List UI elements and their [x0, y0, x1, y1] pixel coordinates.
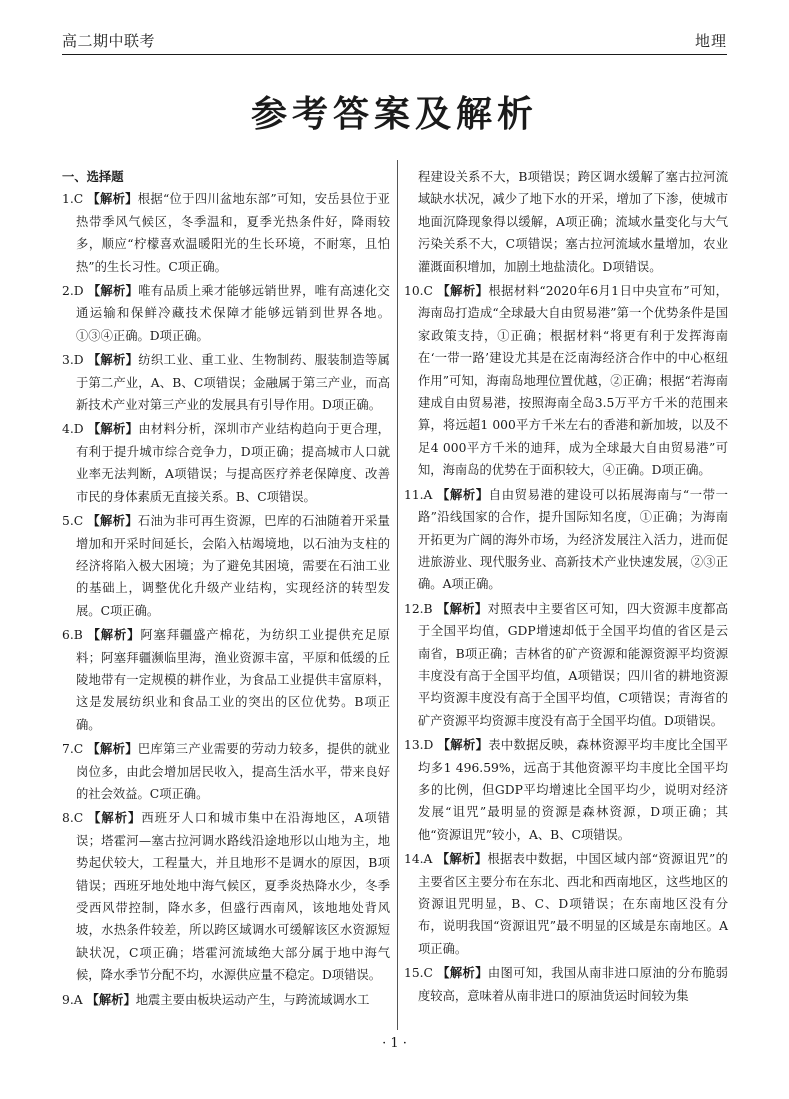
- answer-item: [62, 188, 390, 278]
- answer-item: [404, 598, 728, 732]
- answer-number: 9.A: [62, 992, 83, 1007]
- answer-number: 15.C: [404, 966, 433, 981]
- answer-number: 1.C: [62, 192, 84, 207]
- answer-number: 8.C: [62, 811, 84, 826]
- answer-number: 14.A: [404, 852, 433, 867]
- answer-number: 10.C: [404, 284, 433, 299]
- analysis-tag: 【解析】: [87, 284, 139, 299]
- page-header: [62, 24, 727, 55]
- answer-number: 7.C: [62, 742, 84, 757]
- answer-text: 表中数据反映，森林资源平均丰度比全国平均多1 496.59%，远高于其他资源平均丰度比全国平均多的比例，但GDP平均增速比全国平均少，说明对经济发展“诅咒”最明显的资源是森林资源，D项正确；其他“资源诅咒”较小，A、B、C项错误。: [418, 738, 728, 842]
- answer-number: 11.A: [404, 487, 433, 502]
- analysis-tag: 【解析】: [87, 353, 139, 368]
- answer-paragraph: [62, 188, 390, 278]
- answer-item: [404, 734, 728, 846]
- answer-paragraph: [62, 349, 390, 416]
- answer-number: 13.D: [404, 738, 434, 753]
- answer-item: [404, 484, 728, 596]
- answer-paragraph: [62, 418, 390, 508]
- answer-paragraph: [404, 166, 728, 278]
- answer-text: 石油为非可再生资源，巴库的石油随着开采量增加和开采时间延长，会陷入枯竭境地，以石油为支柱的经济将陷入极大困境；为了避免其困境，需要在石油工业的基础上，调整优化升级产业结构，实现经济的转型发展。C项正确。: [76, 514, 390, 618]
- answer-text: 自由贸易港的建设可以拓展海南与“一带一路”沿线国家的合作，提升国际知名度，①正确；为海南开拓更为广阔的海外市场，为经济发展注入活力，进而促进旅游业、现代服务业、高新技术产业快速发展，②③正确。A项正确。: [418, 487, 728, 592]
- answer-item: [404, 166, 728, 278]
- answer-text: 程建设关系不大，B项错误；跨区调水缓解了塞古拉河流域缺水状况，减少了地下水的开采，增加了下渗，使城市地面沉降现象得以缓解，A项正确；流域水量变化与大气污染关系不大，C项错误；塞古拉河流域水量增加，农业灌溉面积增加，加剧土地盐渍化。D项错误。: [418, 170, 728, 274]
- section-title: 一、选择题: [62, 170, 124, 184]
- analysis-tag: 【解析】: [437, 738, 489, 753]
- header-subject: 地理: [694, 32, 727, 50]
- answer-number: 12.B: [404, 601, 433, 616]
- answer-paragraph: [404, 734, 728, 846]
- answer-text: 由图可知，我国从南非进口原油的分布脆弱度较高，意味着从南非进口的原油货运时间较为集: [418, 966, 728, 1003]
- answer-paragraph: [62, 807, 390, 986]
- answer-item: [404, 280, 728, 482]
- answer-item: [62, 349, 390, 416]
- answer-number: 3.D: [62, 353, 84, 368]
- answer-number: 2.D: [62, 284, 84, 299]
- answer-text: 阿塞拜疆盛产棉花，为纺织工业提供充足原料；阿塞拜疆濒临里海，渔业资源丰富，平原和低缓的丘陵地带有一定规模的耕作业，为食品工业提供丰富原料，这是发展纺织业和食品工业的突出的区位优势。B项正确。: [76, 628, 390, 732]
- answer-item: [62, 280, 390, 347]
- page-number: · 1 ·: [382, 1036, 407, 1051]
- answer-item: [62, 807, 390, 986]
- answer-item: [404, 848, 728, 960]
- answer-number: 6.B: [62, 628, 83, 643]
- analysis-tag: 【解析】: [437, 966, 488, 981]
- answer-text: 纺织工业、重工业、生物制药、服装制造等属于第二产业，A、B、C项错误；金融属于第三产业，而高新技术产业对第三产业的发展具有引导作用。D项正确。: [76, 353, 390, 413]
- answer-item: [62, 510, 390, 622]
- answer-paragraph: [404, 962, 728, 1007]
- answer-item: [62, 418, 390, 508]
- column-divider: [397, 160, 398, 1030]
- analysis-tag: 【解析】: [87, 192, 138, 207]
- answer-paragraph: [62, 989, 390, 1011]
- analysis-tag: 【解析】: [86, 992, 136, 1007]
- analysis-tag: 【解析】: [88, 811, 142, 826]
- answer-item: [62, 624, 390, 736]
- answer-number: 4.D: [62, 422, 84, 437]
- analysis-tag: 【解析】: [87, 628, 141, 643]
- answer-item: [404, 962, 728, 1007]
- answer-paragraph: [62, 510, 390, 622]
- answer-text: 巴库第三产业需要的劳动力较多，提供的就业岗位多，由此会增加居民收入，提高生活水平，带来良好的社会效益。C项正确。: [76, 742, 390, 801]
- answer-paragraph: [62, 280, 390, 347]
- analysis-tag: 【解析】: [87, 742, 138, 757]
- answer-text: 根据“位于四川盆地东部”可知，安岳县位于亚热带季风气候区，冬季温和，夏季光热条件好，降雨较多，顺应“柠檬喜欢温暖阳光的生长环境，不耐寒，且怕热”的生长习性。C项正确。: [76, 192, 390, 274]
- analysis-tag: 【解析】: [87, 514, 138, 529]
- analysis-tag: 【解析】: [436, 601, 488, 616]
- answer-text: 对照表中主要省区可知，四大资源丰度都高于全国平均值，GDP增速却低于全国平均值的省区是云南省，B项正确；吉林省的矿产资源和能源资源平均资源丰度没有高于全国平均值，A项错误；四川省的耕地资源平均资源丰度没有高于全国平均值，C项错误；青海省的矿产资源平均资源丰度没有高于全国平均值。D项错误。: [418, 601, 728, 728]
- answer-text: 根据表中数据，中国区域内部“资源诅咒”的主要省区主要分布在东北、西北和西南地区，这些地区的资源诅咒明显，B、C、D项错误；在东南地区没有分布，说明我国“资源诅咒”最不明显的区域是东南地区。A项正确。: [418, 852, 728, 956]
- answer-text: 唯有品质上乘才能够远销世界，唯有高速化交通运输和保鲜冷藏技术保障才能够远销到世界各地。①③④正确。D项正确。: [76, 284, 390, 343]
- answer-paragraph: [62, 624, 390, 736]
- answer-text: 西班牙人口和城市集中在沿海地区，A项错误；塔霍河—塞古拉河调水路线沿途地形以山地为主，地势起伏较大，工程量大，并且地形不是调水的原因，B项错误；西班牙地处地中海气候区，夏季炎热降水少，冬季受西风带控制，降水多，但盛行西南风，该地地处背风坡，水热条件较差，所以跨区域调水可缓解该区水资源短缺状况，C项正确；塔霍河流域绝大部分属于地中海气候，降水季节分配不均，水源供应量不稳定。D项错误。: [76, 811, 390, 983]
- analysis-tag: 【解析】: [436, 852, 488, 867]
- analysis-tag: 【解析】: [87, 422, 139, 437]
- answer-paragraph: [404, 280, 728, 482]
- analysis-tag: 【解析】: [437, 284, 489, 299]
- answer-text: 根据材料“2020年6月1日中央宣布”可知，海南岛打造成“全球最大自由贸易港”第一个优势条件是国家政策支持，①正确；根据材料“将更有利于发挥海南在‘一带一路’建设尤其是在泛南海经济合作中的中心枢纽作用”可知，海南岛地理位置优越，②正确；根据“若海南建成自由贸易港，按照海南全岛3.5万平方千米的范围来算，将远超1 000平方千米左右的香港和新加坡，以及不足4 000平方千米的迪拜，成为全球最大自由贸易港”可知，海南岛的优势在于面积较大，④正确。D项正确。: [418, 284, 728, 478]
- answer-paragraph: [404, 598, 728, 732]
- answer-paragraph: [404, 484, 728, 596]
- analysis-tag: 【解析】: [437, 487, 489, 502]
- answer-text: 地震主要由板块运动产生，与跨流域调水工: [135, 992, 370, 1007]
- answer-number: 5.C: [62, 514, 84, 529]
- right-column: [404, 166, 728, 1009]
- answer-item: [62, 738, 390, 805]
- answer-text: 由材料分析，深圳市产业结构趋向于更合理，有利于提升城市综合竞争力，D项正确；提高城市人口就业率无法判断，A项错误；与提高医疗养老保障度、改善市民的身体素质无直接关系。B、C项错误。: [76, 422, 390, 504]
- answer-item: [62, 989, 390, 1011]
- document-title: 参考答案及解析: [250, 94, 538, 135]
- answer-paragraph: [62, 738, 390, 805]
- left-column: [62, 166, 390, 1013]
- header-exam-name: 高二期中联考: [62, 32, 156, 50]
- answer-paragraph: [404, 848, 728, 960]
